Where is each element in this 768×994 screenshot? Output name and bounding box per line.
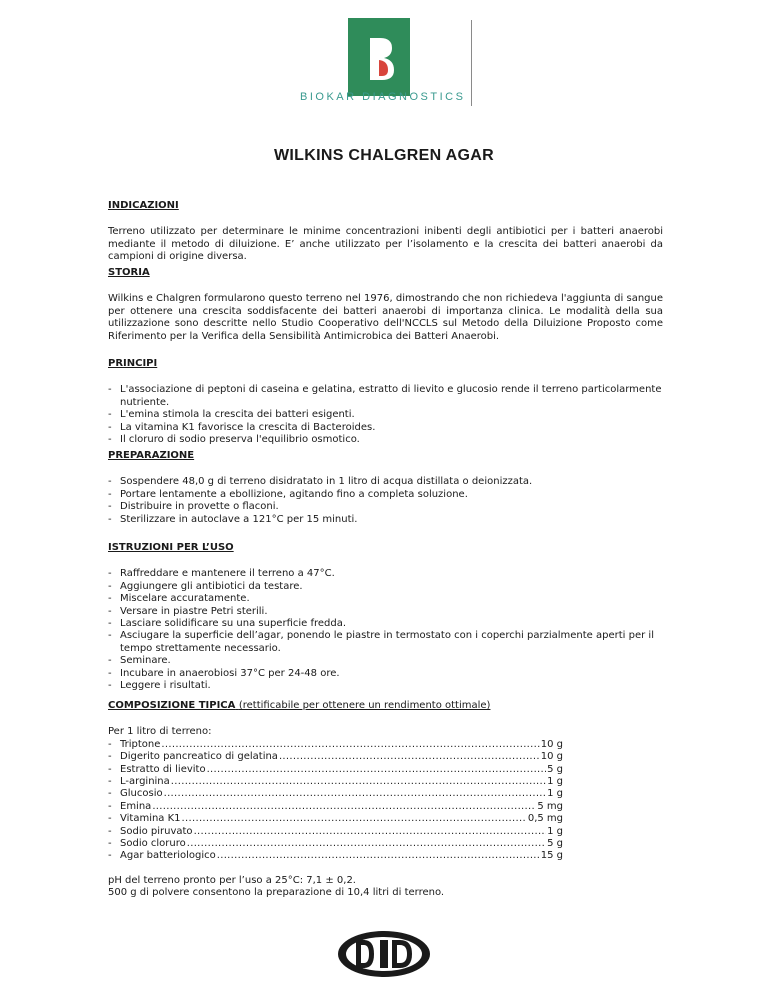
list-item: - Il cloruro di sodio preserva l'equilibrio osmotico. [108,434,663,446]
list-item: - La vitamina K1 favorisce la crescita di Bacteroides. [108,422,663,434]
list-item: - Sterilizzare in autoclave a 121°C per 15 minuti. [108,514,663,526]
heading-note: (rettificabile per ottenere un rendimento ottimale) [238,700,491,711]
document-title: WILKINS CHALGREN AGAR [274,147,494,164]
composition-row [108,739,563,751]
ingredient-name: - Vitamina K1 [120,813,181,825]
ingredient-name: - Glucosio [120,788,163,800]
brand-name: BIOKAR DIAGNOSTICS [300,91,466,103]
section-composizione [108,700,663,900]
ingredient-qty: 15 g [540,850,563,862]
section-indicazioni [108,200,663,264]
ingredient-qty: 1 g [547,776,563,788]
biokar-logo [348,18,410,96]
ingredient-qty: 10 g [540,751,563,763]
list-item: - L'emina stimola la crescita dei batteri esigenti. [108,409,663,421]
list-item: - L'associazione di peptoni di caseina e gelatina, estratto di lievito e glucosio rende il terreno particolarmente nutriente. [108,384,663,409]
ingredient-qty: 0,5 mg [527,813,563,825]
heading-label: COMPOSIZIONE TIPICA [108,700,236,711]
list-item: - Aggiungere gli antibiotici da testare. [108,581,663,593]
composition-row [108,788,563,800]
list-item: - Asciugare la superficie dell’agar, ponendo le piastre in termostato con i coperchi parzialmente aperti per il tempo strettamente necessario. [108,630,663,655]
dot-leader [182,813,527,825]
dot-leader [164,788,547,800]
dot-leader [217,850,540,862]
ingredient-qty: 1 g [547,825,563,837]
dot-leader [187,838,546,850]
section-heading: INDICAZIONI [108,200,179,211]
list-item: - Lasciare solidificare su una superficie fredda. [108,618,663,630]
ph-note: pH del terreno pronto per l’uso a 25°C: 7,1 ± 0,2. [108,874,356,886]
yield-note: 500 g di polvere consentono la preparazione di 10,4 litri di terreno. [108,887,445,899]
section-heading: PREPARAZIONE [108,450,195,461]
ingredient-qty: 1 g [547,788,563,800]
dot-leader [152,801,536,813]
list-item: - Versare in piastre Petri sterili. [108,606,663,618]
dot-leader [161,739,539,751]
section-principi [108,358,663,446]
dot-leader [279,751,540,763]
list-item: - Portare lentamente a ebollizione, agitando fino a completa soluzione. [108,489,663,501]
list-item: - Raffreddare e mantenere il terreno a 47°C. [108,568,663,580]
list-item: - Seminare. [108,655,663,667]
ingredient-name: - Agar batteriologico [120,850,216,862]
composition-row [108,850,563,862]
section-heading [108,700,663,712]
dot-leader [171,776,546,788]
list-item: - Sospendere 48,0 g di terreno disidratato in 1 litro di acqua distillata o deionizzata. [108,476,663,488]
composition-row [108,776,563,788]
header-divider [471,20,472,106]
list-item: - Incubare in anaerobiosi 37°C per 24-48 ore. [108,668,663,680]
ingredient-name: - L-arginina [120,776,170,788]
dot-leader [207,764,547,776]
ingredient-name: - Sodio piruvato [120,825,193,837]
section-heading: STORIA [108,267,150,278]
ingredient-qty: 5 mg [537,800,563,812]
ingredient-name: - Triptone [120,738,161,750]
composition-row [108,838,563,850]
composition-row [108,751,563,763]
composition-row [108,801,563,813]
ingredient-qty: 10 g [540,738,563,750]
composition-row [108,764,563,776]
ingredient-qty: 5 g [547,838,563,850]
section-heading: ISTRUZIONI PER L’USO [108,542,234,553]
ingredient-name: - Sodio cloruro [120,838,186,850]
section-text: Terreno utilizzato per determinare le minime concentrazioni inibenti degli antibiotici per i batteri anaerobi mediante il metodo di diluizione. E’ anche utilizzato per l’isolamento e la crescita dei batteri anaerobi da campioni di origine diversa. [108,226,663,263]
section-text: Wilkins e Chalgren formularono questo terreno nel 1976, dimostrando che non richiedeva l'aggiunta di sangue per ottenere una crescita soddisfacente dei batteri anaerobi di importanza clinica. Le modalità della sua utilizzazione sono descritte nello Studio Cooperativo dell'NCCLS sul Metodo della Diluizione Proposto come Riferimento per la Verifica della Sensibilità Antimicrobica dei Batteri Anaerobi. [108,293,663,342]
section-heading: PRINCIPI [108,358,158,369]
list-item: - Distribuire in provette o flaconi. [108,501,663,513]
ingredient-name: - Emina [120,800,152,812]
composition-intro: Per 1 litro di terreno: [108,726,212,738]
list-item: - Miscelare accuratamente. [108,593,663,605]
ingredient-name: - Digerito pancreatico di gelatina [120,751,278,763]
ingredient-qty: 5 g [547,763,563,775]
composition-row [108,813,563,825]
section-preparazione [108,450,663,526]
section-storia [108,267,663,343]
composition-row [108,826,563,838]
ingredient-name: - Estratto di lievito [120,763,206,775]
did-logo [336,929,432,979]
list-item: - Leggere i risultati. [108,680,663,692]
dot-leader [194,826,547,838]
section-istruzioni [108,542,663,692]
